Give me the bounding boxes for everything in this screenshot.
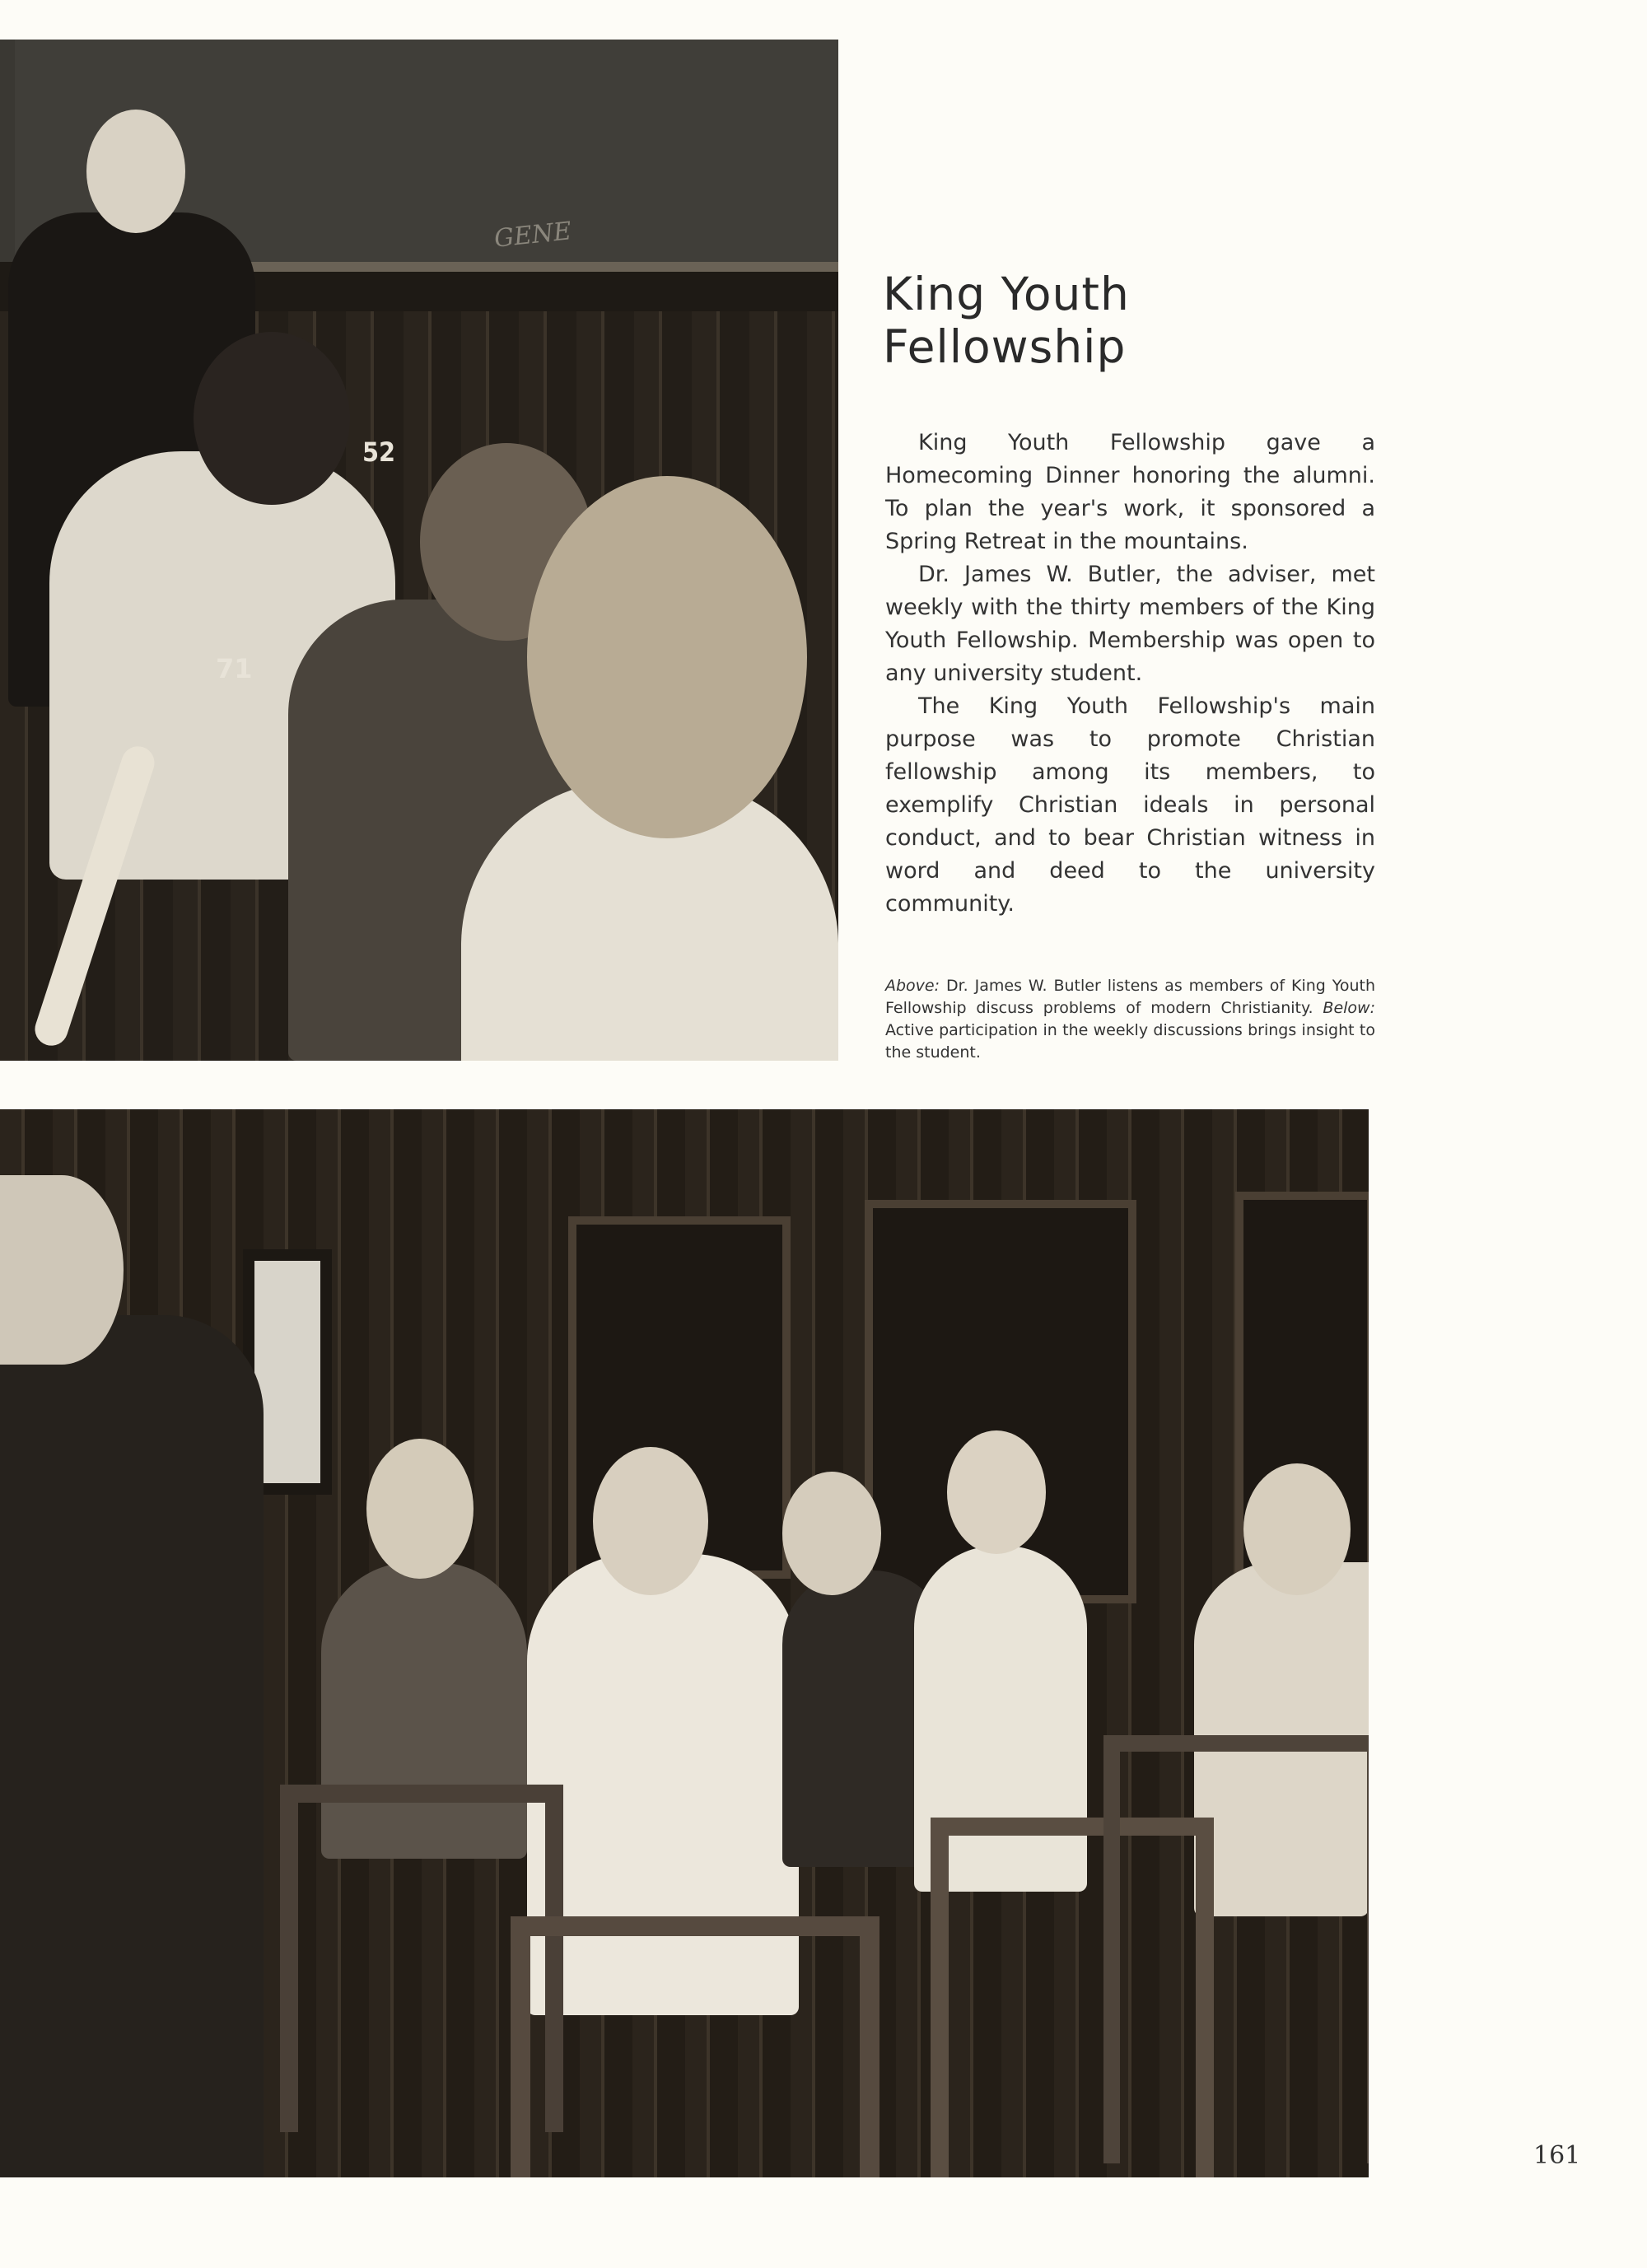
caption-above-label: Above: (885, 977, 940, 995)
page-title (883, 268, 1130, 373)
adviser-head (0, 1175, 124, 1365)
adviser-head (86, 110, 185, 233)
photo-caption (885, 975, 1375, 1064)
chair-number: 71 (216, 653, 253, 684)
chair (511, 1916, 879, 2177)
article-body (885, 427, 1375, 921)
paragraph: Dr. James W. Butler, the adviser, met weekly with the thirty members of the King Youth Fellowship. Membership was open to any university student. (885, 562, 1375, 686)
title-line-1: King Youth (883, 268, 1130, 320)
page-number: 161 (1533, 2141, 1581, 2170)
paragraph: The King Youth Fellowship's main purpose was to promote Christian fellowship among its members, to exemplify Christian ideals in personal conduct, and to bear Christian witness in word and deed to the university community. (885, 693, 1375, 917)
caption-below-text: Active participation in the weekly discussions brings insight to the student. (885, 1021, 1375, 1062)
adviser-figure (0, 1315, 264, 2177)
student-head (194, 332, 350, 505)
student-head (782, 1472, 881, 1595)
caption-above-text: Dr. James W. Butler listens as members of King Youth Fellowship discuss problems of modern Christianity. (885, 977, 1375, 1017)
chair (1103, 1735, 1369, 2163)
student-head (366, 1439, 474, 1579)
student-head (593, 1447, 708, 1595)
title-line-2: Fellowship (883, 320, 1127, 373)
chair-number: 52 (362, 436, 396, 468)
bottom-photo (0, 1109, 1369, 2177)
caption-below-label: Below: (1323, 999, 1375, 1017)
student-head (947, 1430, 1046, 1554)
top-photo (0, 40, 838, 1061)
chalkboard-writing: GENE (492, 217, 573, 254)
student-head (1243, 1463, 1351, 1595)
paragraph: King Youth Fellowship gave a Homecoming Dinner honoring the alumni. To plan the year's work, it sponsored a Spring Retreat in the mountains. (885, 430, 1375, 554)
student-head (527, 476, 807, 838)
